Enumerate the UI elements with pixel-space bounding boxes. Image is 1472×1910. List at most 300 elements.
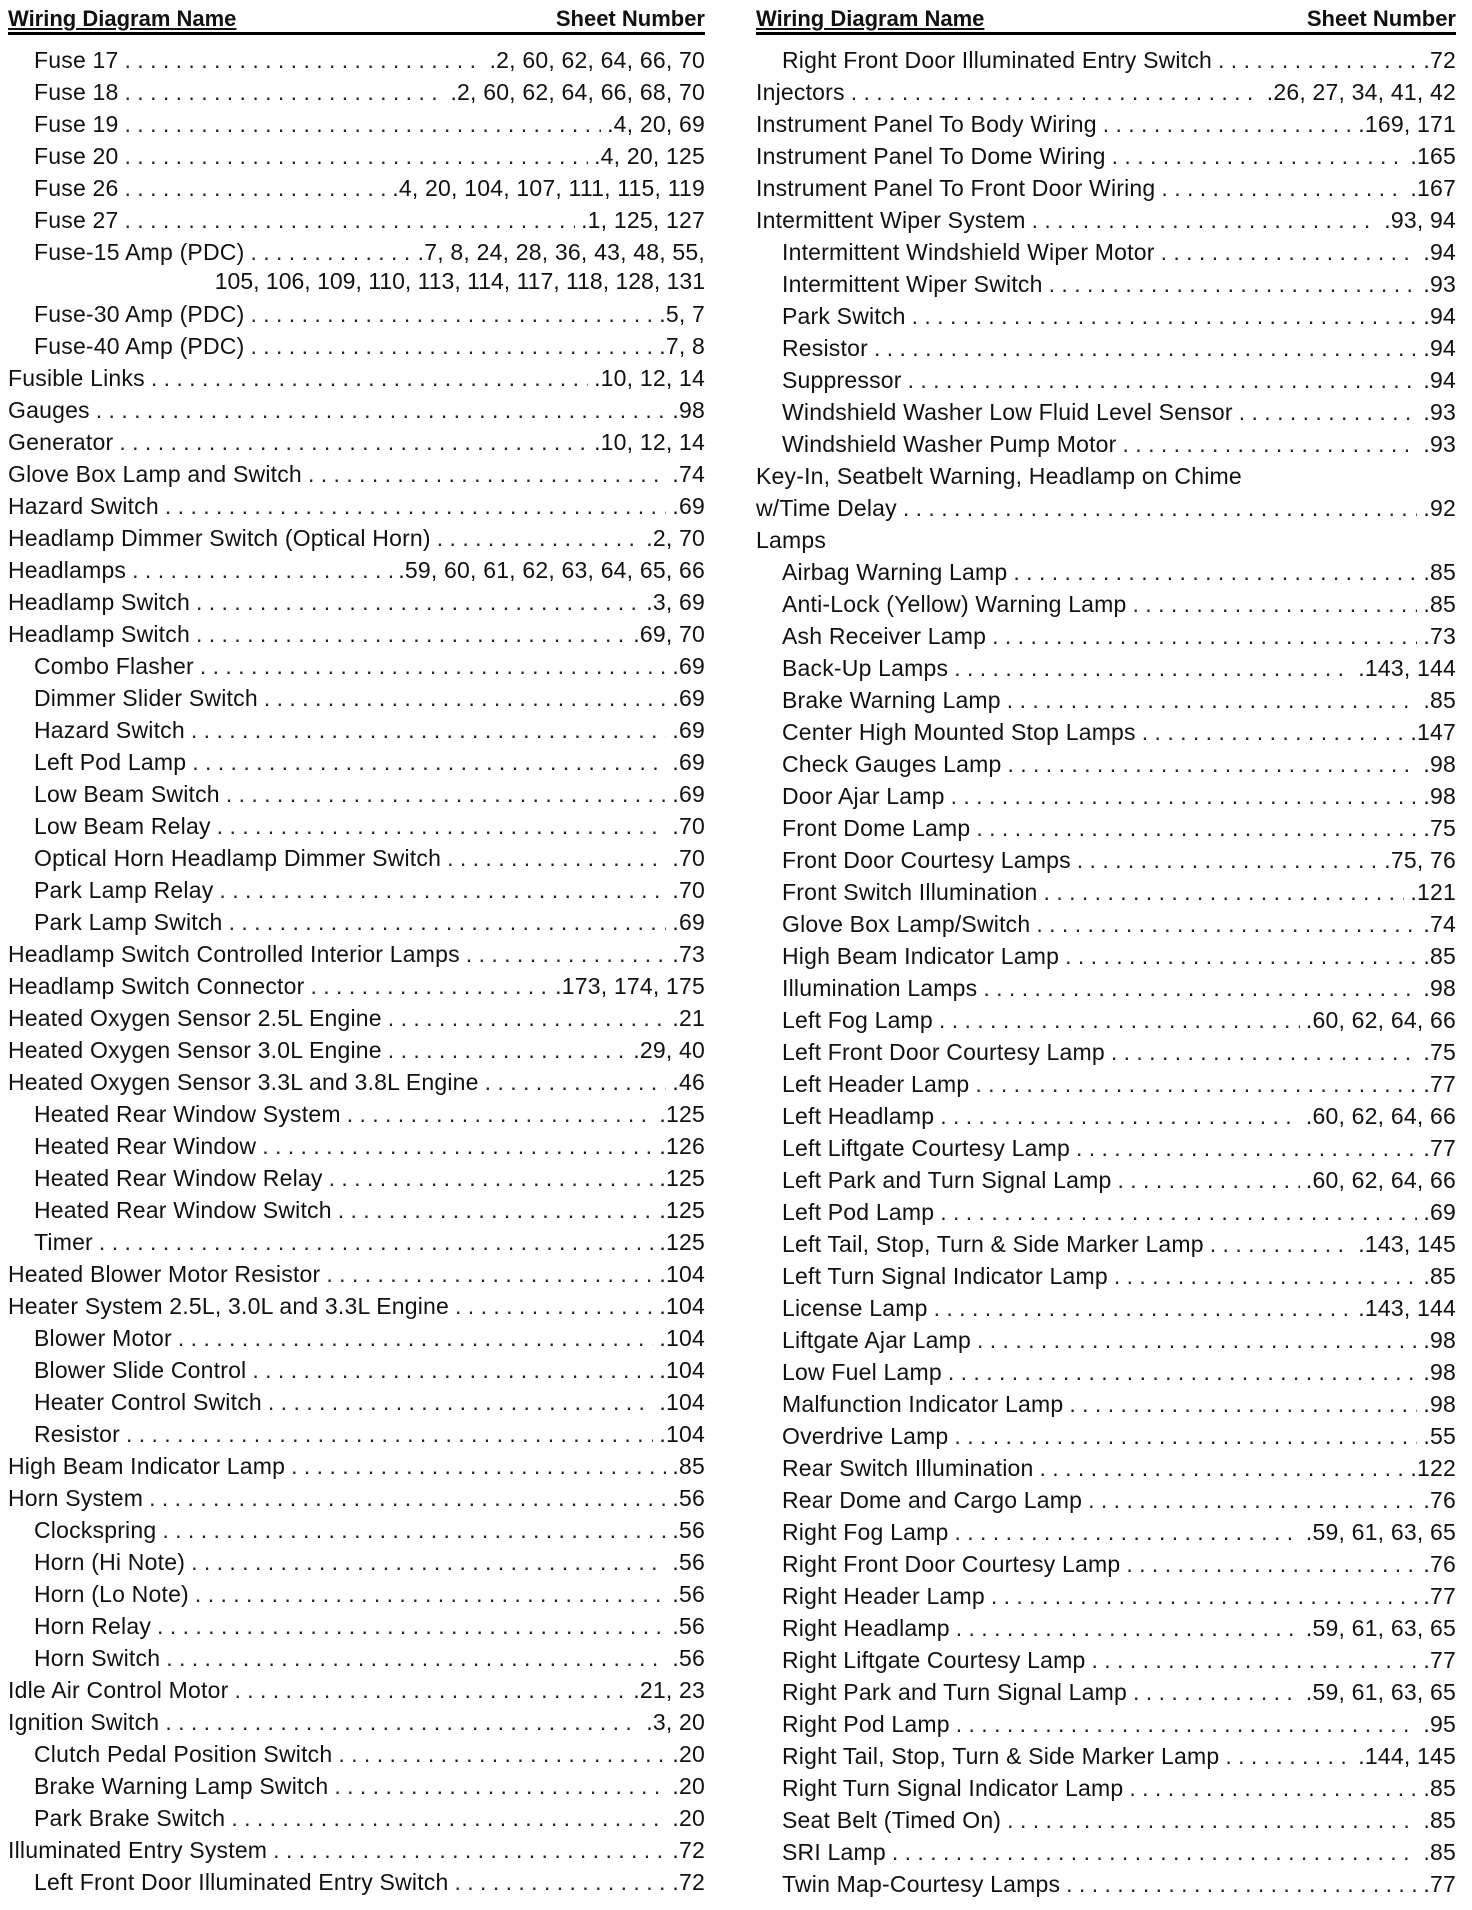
dot-leader [1007,1805,1417,1835]
entry-name: Intermittent Windshield Wiper Motor [782,239,1155,265]
dot-leader [125,45,484,75]
entry-sheet-number: .74 [672,461,705,487]
entry-name: Injectors [756,79,845,105]
index-entry [8,1033,705,1065]
index-entry [756,1419,1456,1451]
dot-leader [1126,1549,1417,1579]
index-entry [8,425,705,457]
entry-sheet-number: .85 [1423,1775,1456,1801]
dot-leader [125,77,445,107]
entry-name: Combo Flasher [34,653,194,679]
dot-leader [329,1163,654,1193]
entry-name: Dimmer Slider Switch [34,685,258,711]
index-entry [8,393,705,425]
entry-sheet-number: .69 [672,685,705,711]
index-entry [756,1259,1456,1291]
entry-sheet-number: .77 [1423,1071,1456,1097]
dot-leader [1218,45,1417,75]
index-entry [8,553,705,585]
dot-leader [1103,109,1353,139]
index-entry [756,523,1456,555]
entry-sheet-number: .72 [672,1837,705,1863]
entry-name: Heated Rear Window Switch [34,1197,332,1223]
dot-leader [1007,685,1418,715]
entry-sheet-number: .60, 62, 64, 66 [1305,1167,1456,1193]
dot-leader [125,109,602,139]
entry-name: Fuse 20 [34,143,119,169]
entry-sheet-number: .3, 20 [646,1709,705,1735]
dot-leader [264,683,667,713]
index-entry [756,427,1456,459]
index-entry [8,329,705,361]
dot-leader [951,781,1418,811]
entry-name: Heater Control Switch [34,1389,262,1415]
index-entry [756,1835,1456,1867]
entry-sheet-number: .69, 70 [633,621,705,647]
index-entry [756,811,1456,843]
entry-name: Heated Blower Motor Resistor [8,1261,321,1287]
entry-sheet-number: .95 [1423,1711,1456,1737]
entry-name: High Beam Indicator Lamp [8,1453,286,1479]
entry-sheet-number: .94 [1423,335,1456,361]
entry-sheet-number: .125 [659,1165,705,1191]
index-entry [756,107,1456,139]
dot-leader [229,907,667,937]
entry-sheet-number: .93 [1423,431,1456,457]
entry-sheet-number: .73 [1423,623,1456,649]
entry-sheet-number: .21, 23 [633,1677,705,1703]
index-entry [8,713,705,745]
entry-sheet-number: .56 [672,1517,705,1543]
dot-leader [956,1613,1300,1643]
entry-sheet-number: .122 [1410,1455,1456,1481]
dot-leader [192,747,666,777]
entry-sheet-number: .4, 20, 69 [607,111,705,137]
entry-sheet-number: .56 [672,1613,705,1639]
entry-sheet-number: .104 [659,1357,705,1383]
index-entry [756,587,1456,619]
index-entry [756,491,1456,523]
dot-leader [310,971,549,1001]
dot-leader [166,1643,666,1673]
dot-leader [191,1547,666,1577]
entry-name: Windshield Washer Pump Motor [782,431,1117,457]
entry-sheet-number: .121 [1410,879,1456,905]
entry-sheet-number: .69 [672,909,705,935]
entry-name: Heated Rear Window [34,1133,257,1159]
index-entry [756,1643,1456,1675]
index-entry [756,1291,1456,1323]
index-entry [8,681,705,713]
dot-leader [1133,589,1418,619]
index-entry [756,459,1456,491]
entry-sheet-number: .104 [659,1325,705,1351]
index-entry [8,1481,705,1513]
entry-sheet-number: .104 [659,1389,705,1415]
index-entry [8,139,705,171]
dot-leader [250,331,653,361]
entry-name: Anti-Lock (Yellow) Warning Lamp [782,591,1127,617]
entry-name: Heated Oxygen Sensor 3.0L Engine [8,1037,382,1063]
index-entry [756,715,1456,747]
entry-name: Low Beam Switch [34,781,220,807]
entry-name: Right Tail, Stop, Turn & Side Marker Lamp [782,1743,1220,1769]
index-entry [8,457,705,489]
index-entry [756,1867,1456,1899]
entry-sheet-number: .56 [672,1645,705,1671]
index-entry [756,779,1456,811]
dot-leader [991,1581,1418,1611]
entry-name: Left Front Door Courtesy Lamp [782,1039,1105,1065]
index-entry [756,651,1456,683]
dot-leader [178,1323,654,1353]
dot-leader [1239,397,1418,427]
dot-leader [388,1003,667,1033]
sheet-number-header: Sheet Number [555,6,705,31]
index-entry [8,1065,705,1097]
dot-leader [851,77,1261,107]
index-entry [756,939,1456,971]
entry-name: Clutch Pedal Position Switch [34,1741,333,1767]
index-entry [8,1705,705,1737]
entry-sheet-number: .98 [1423,975,1456,1001]
index-entry [8,1257,705,1289]
entry-sheet-number: .77 [1423,1871,1456,1897]
index-entry [8,937,705,969]
dot-leader [1133,1677,1300,1707]
index-entry [756,1035,1456,1067]
entry-name: Headlamp Dimmer Switch (Optical Horn) [8,525,431,551]
index-entry [8,1097,705,1129]
entry-name: Park Switch [782,303,906,329]
dot-leader [977,1325,1417,1355]
entry-name: Heated Rear Window Relay [34,1165,323,1191]
entry-sheet-number: .85 [1423,687,1456,713]
dot-leader [1076,1133,1417,1163]
entry-name: Fuse-30 Amp (PDC) [34,301,245,327]
dot-leader [334,1771,666,1801]
dot-leader [1111,1037,1418,1067]
entry-sheet-number: .98 [1423,783,1456,809]
index-entry [8,1449,705,1481]
index-entry [8,1385,705,1417]
dot-leader [485,1067,667,1097]
index-entry [8,1161,705,1193]
entry-name: Right Front Door Courtesy Lamp [782,1551,1121,1577]
entry-sheet-number: .7, 8, 24, 28, 36, 43, 48, 55, [417,239,705,265]
dot-leader [308,459,666,489]
entry-name: Horn (Hi Note) [34,1549,186,1575]
entry-name: Fusible Links [8,365,145,391]
index-entry [756,267,1456,299]
sheet-number-header: Sheet Number [1306,6,1456,31]
dot-leader [939,1005,1300,1035]
dot-leader [1044,877,1405,907]
index-entry [8,873,705,905]
entry-sheet-number: .85 [1423,591,1456,617]
entry-name: Right Liftgate Courtesy Lamp [782,1647,1086,1673]
index-entry [8,969,705,1001]
entry-sheet-number: .94 [1423,239,1456,265]
dot-leader [1091,1645,1417,1675]
entry-name: Intermittent Wiper Switch [782,271,1043,297]
entry-name: Illuminated Entry System [8,1837,268,1863]
dot-leader [455,1291,653,1321]
dot-leader [1013,557,1417,587]
index-entry [756,1163,1456,1195]
entry-name: Front Door Courtesy Lamps [782,847,1071,873]
index-entry-continuation: 105, 106, 109, 110, 113, 114, 117, 118, 128, 131 [214,268,705,294]
entry-name: Instrument Panel To Dome Wiring [756,143,1106,169]
entry-name: Clockspring [34,1517,157,1543]
dot-leader [151,363,588,393]
dot-leader [1007,749,1417,779]
entry-sheet-number: .56 [672,1549,705,1575]
index-entry [756,1355,1456,1387]
entry-name: Fuse 17 [34,47,119,73]
entry-sheet-number: .92 [1423,495,1456,521]
index-entry [756,1131,1456,1163]
index-entry [8,585,705,617]
entry-name: Headlamp Switch [8,621,190,647]
index-entry [756,1771,1456,1803]
entry-name: Instrument Panel To Body Wiring [756,111,1097,137]
entry-sheet-number: .98 [1423,1327,1456,1353]
index-entry [8,745,705,777]
entry-sheet-number: .55 [1423,1423,1456,1449]
dot-leader [196,619,627,649]
entry-sheet-number: .143, 144 [1358,1295,1456,1321]
entry-sheet-number: .69 [672,717,705,743]
index-entry [756,203,1456,235]
dot-leader [975,1069,1417,1099]
entry-name: Right Header Lamp [782,1583,985,1609]
index-entry [756,1611,1456,1643]
dot-leader [338,1739,666,1769]
entry-name: Fuse 19 [34,111,119,137]
entry-name: Ash Receiver Lamp [782,623,987,649]
entry-name: Right Turn Signal Indicator Lamp [782,1775,1124,1801]
dot-leader [291,1451,666,1481]
index-entry [8,75,705,107]
entry-sheet-number: .98 [1423,1391,1456,1417]
index-entry [8,361,705,393]
entry-name: Front Switch Illumination [782,879,1038,905]
entry-name: Brake Warning Lamp Switch [34,1773,329,1799]
dot-leader [1117,1165,1299,1195]
dot-leader [874,333,1417,363]
entry-name: Overdrive Lamp [782,1423,949,1449]
dot-leader [191,715,667,745]
dot-leader [326,1259,653,1289]
entry-sheet-number: .70 [672,813,705,839]
entry-sheet-number: .125 [659,1197,705,1223]
dot-leader [226,779,667,809]
index-entry [8,1833,705,1865]
index-entry [756,1803,1456,1835]
entry-sheet-number: .4, 20, 104, 107, 111, 115, 119 [392,175,705,201]
entry-name: Left Front Door Illuminated Entry Switch [34,1869,449,1895]
left-column-header [8,6,705,35]
dot-leader [132,555,392,585]
entry-name: Rear Dome and Cargo Lamp [782,1487,1083,1513]
entry-sheet-number: .165 [1410,143,1456,169]
index-entry [8,171,705,203]
entry-sheet-number: .59, 61, 63, 65 [1305,1679,1456,1705]
entry-sheet-number: .59, 60, 61, 62, 63, 64, 65, 66 [398,557,705,583]
dot-leader [1069,1389,1417,1419]
entry-sheet-number: .125 [659,1229,705,1255]
index-entry [756,971,1456,1003]
entry-sheet-number: .72 [1423,47,1456,73]
index-entry [756,1451,1456,1483]
entry-sheet-number: .94 [1423,367,1456,393]
entry-name: Right Park and Turn Signal Lamp [782,1679,1128,1705]
dot-leader [1066,1869,1417,1899]
dot-leader [1161,173,1404,203]
index-entry [8,489,705,521]
dot-leader [908,365,1418,395]
dot-leader [1129,1773,1417,1803]
entry-name: Resistor [782,335,868,361]
entry-sheet-number: .93 [1423,271,1456,297]
index-entry [8,809,705,841]
dot-leader [940,1197,1417,1227]
entry-sheet-number: .173, 174, 175 [555,973,705,999]
entry-sheet-number: .10, 12, 14 [594,365,705,391]
entry-sheet-number: .69 [1423,1199,1456,1225]
dot-leader [1142,717,1405,747]
entry-sheet-number: .56 [672,1485,705,1511]
entry-sheet-number: .76 [1423,1487,1456,1513]
index-entry [8,1673,705,1705]
entry-name: Horn (Lo Note) [34,1581,189,1607]
entry-sheet-number: .104 [659,1261,705,1287]
dot-leader [195,1579,667,1609]
index-entry [8,1289,705,1321]
entry-name: Suppressor [782,367,902,393]
entry-sheet-number: .59, 61, 63, 65 [1305,1615,1456,1641]
index-entry [8,1417,705,1449]
entry-sheet-number: .147 [1410,719,1456,745]
entry-name: Hazard Switch [8,493,159,519]
right-column [756,6,1456,1899]
dot-leader [892,1837,1418,1867]
entry-name: Headlamps [8,557,127,583]
entry-sheet-number: .26, 27, 34, 41, 42 [1266,79,1456,105]
entry-name: Left Pod Lamp [34,749,187,775]
entry-name: Right Fog Lamp [782,1519,949,1545]
entry-sheet-number: .93, 94 [1384,207,1456,233]
dot-leader [119,427,588,457]
dot-leader [125,173,387,203]
entry-name: Door Ajar Lamp [782,783,945,809]
wiring-diagram-name-header: Wiring Diagram Name [756,6,985,31]
entry-sheet-number: .29, 40 [633,1037,705,1063]
entry-sheet-number: .85 [1423,1263,1456,1289]
entry-sheet-number: .3, 69 [646,589,705,615]
index-entry [756,43,1456,75]
index-entry [8,841,705,873]
index-entry [756,747,1456,779]
dot-leader [200,651,667,681]
index-entry [756,1675,1456,1707]
entry-name: Low Fuel Lamp [782,1359,942,1385]
dot-leader [1123,429,1418,459]
entry-name: Fuse 18 [34,79,119,105]
entry-sheet-number: .85 [1423,1839,1456,1865]
index-entry [8,1001,705,1033]
entry-name: Malfunction Indicator Lamp [782,1391,1064,1417]
index-entry [8,1513,705,1545]
dot-leader [196,587,640,617]
entry-name: Headlamp Switch Controlled Interior Lamps [8,941,460,967]
dot-leader [250,237,411,267]
dot-leader [165,491,667,521]
entry-name: Optical Horn Headlamp Dimmer Switch [34,845,442,871]
index-entry [8,1545,705,1577]
dot-leader [934,1293,1353,1323]
entry-name: Generator [8,429,114,455]
left-entry-list [8,35,705,1897]
entry-sheet-number: .2, 60, 62, 64, 66, 70 [489,47,705,73]
index-entry [756,331,1456,363]
entry-sheet-number: .93 [1423,399,1456,425]
dot-leader [1077,845,1378,875]
index-entry [756,395,1456,427]
index-entry [8,521,705,553]
dot-leader [948,1357,1418,1387]
entry-sheet-number: .72 [672,1869,705,1895]
index-entry [8,1353,705,1385]
entry-name: Blower Motor [34,1325,172,1351]
entry-name: High Beam Indicator Lamp [782,943,1060,969]
entry-name: Horn Relay [34,1613,152,1639]
entry-sheet-number: .70 [672,877,705,903]
entry-name: Left Liftgate Courtesy Lamp [782,1135,1070,1161]
index-entry [756,619,1456,651]
index-entry [756,907,1456,939]
entry-name: Fuse 27 [34,207,119,233]
dot-leader [125,141,589,171]
dot-leader [1161,237,1418,267]
index-entry [8,1129,705,1161]
entry-name: Lamps [756,527,827,553]
entry-name: Left Header Lamp [782,1071,970,1097]
index-entry [756,1195,1456,1227]
index-entry [8,1225,705,1257]
entry-name: Heated Oxygen Sensor 2.5L Engine [8,1005,382,1031]
entry-sheet-number: .77 [1423,1583,1456,1609]
index-entry [8,297,705,329]
dot-leader [231,1803,666,1833]
entry-sheet-number: .125 [659,1101,705,1127]
entry-name: Twin Map-Courtesy Lamps [782,1871,1061,1897]
entry-sheet-number: .59, 61, 63, 65 [1305,1519,1456,1545]
entry-sheet-number: .143, 145 [1358,1231,1456,1257]
dot-leader [338,1195,654,1225]
index-entry [756,1547,1456,1579]
dot-leader [1065,941,1417,971]
dot-leader [126,1419,653,1449]
entry-sheet-number: .69 [672,493,705,519]
entry-name: Low Beam Relay [34,813,211,839]
entry-sheet-number: .85 [1423,943,1456,969]
entry-name: Heated Rear Window System [34,1101,341,1127]
entry-name: Heater System 2.5L, 3.0L and 3.3L Engine [8,1293,450,1319]
entry-sheet-number: .75, 76 [1384,847,1456,873]
entry-name: Fuse 26 [34,175,119,201]
